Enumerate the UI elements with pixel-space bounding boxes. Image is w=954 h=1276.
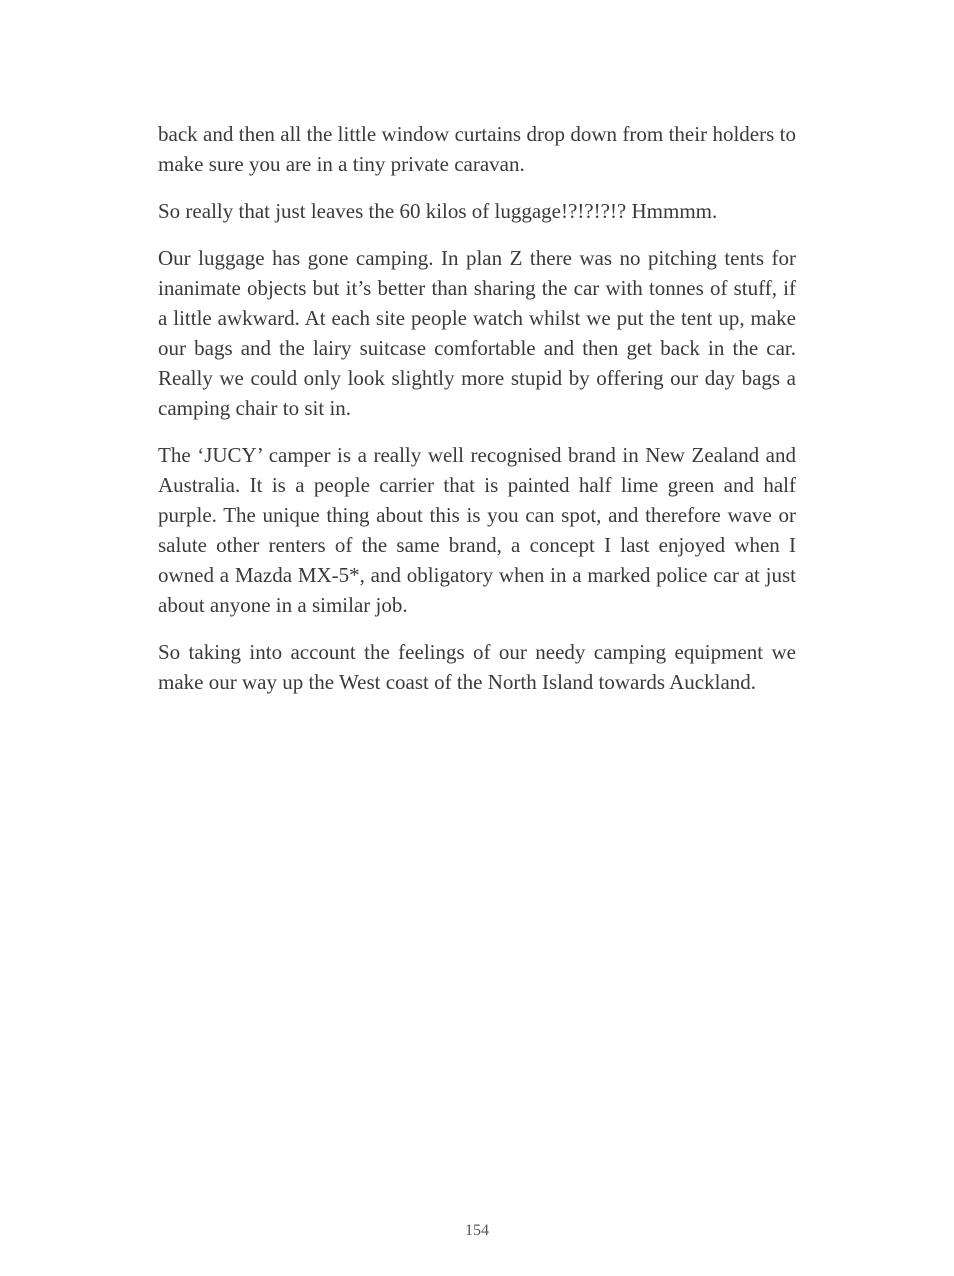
page-number: 154 (465, 1222, 489, 1239)
paragraph: So really that just leaves the 60 kilos of luggage!?!?!?!? Hmmmm. (158, 199, 718, 223)
paragraph: Our luggage has gone camping. In plan Z there was no pitching tents for inanimate objects but it’s better than sharing the car with tonnes of stuff, if a little awkward. At each site people watch whilst we put the tent up, make our bags and the lairy suitcase comfortable and then get back in the car. Really we could only look slightly more stupid by offering our day bags a camping chair to sit in. (158, 246, 796, 420)
paragraph: The ‘JUCY’ camper is a really well recognised brand in New Zealand and Australia. It is a people carrier that is painted half lime green and half purple. The unique thing about this is you can spot, and therefore wave or salute other renters of the same brand, a concept I last enjoyed when I owned a Mazda MX-5*, and obligatory when in a marked police car at just about anyone in a similar job. (158, 443, 796, 617)
paragraph: So taking into account the feelings of our needy camping equipment we make our way up the West coast of the North Island towards Auckland. (158, 640, 796, 694)
paragraph: back and then all the little window curtains drop down from their holders to make sure you are in a tiny private caravan. (158, 122, 796, 176)
body-text (158, 119, 796, 714)
